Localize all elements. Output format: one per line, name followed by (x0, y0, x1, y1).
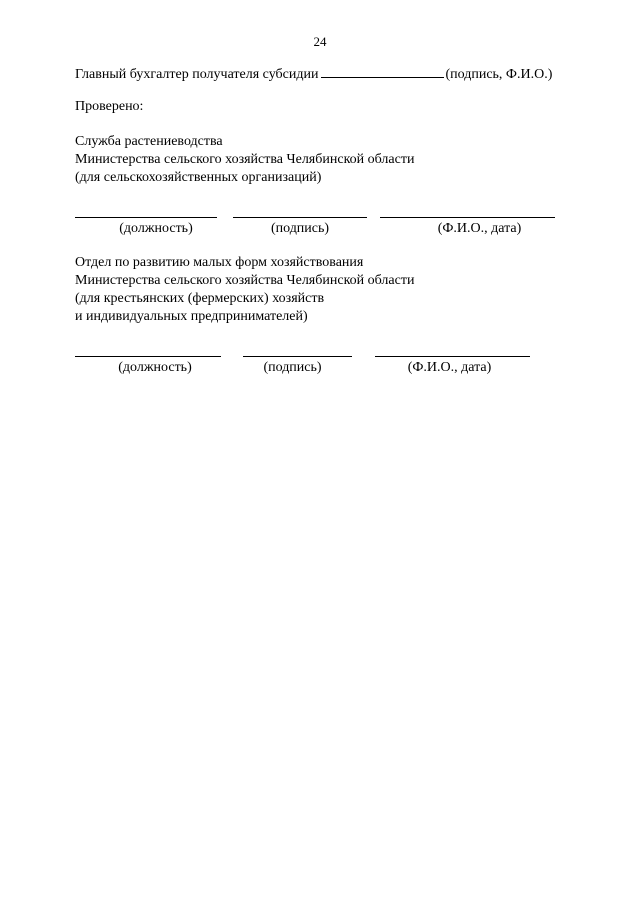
small-farms-line-1: Отдел по развитию малых форм хозяйствования (75, 255, 364, 270)
accountant-signature-hint: (подпись, Ф.И.О.) (445, 67, 553, 82)
farms-position-caption: (должность) (118, 360, 192, 375)
crop-service-line-1: Служба растениеводства (75, 134, 223, 149)
accountant-signature-line (75, 64, 552, 83)
crop-position-caption: (должность) (119, 221, 193, 236)
small-farms-line-2: Министерства сельского хозяйства Челябинской области (75, 273, 415, 288)
crop-signature-rule (233, 217, 367, 218)
accountant-label: Главный бухгалтер получателя субсидии (75, 67, 319, 82)
crop-name-date-caption: (Ф.И.О., дата) (437, 221, 522, 236)
small-farms-line-4: и индивидуальных предпринимателей) (75, 309, 308, 324)
crop-position-rule (75, 217, 217, 218)
page-number: 24 (313, 34, 327, 49)
crop-service-line-2: Министерства сельского хозяйства Челябинской области (75, 152, 415, 167)
farms-name-date-rule (375, 356, 530, 357)
farms-signature-rule (243, 356, 352, 357)
crop-signature-caption: (подпись) (270, 221, 330, 236)
farms-position-rule (75, 356, 221, 357)
small-farms-line-3: (для крестьянских (фермерских) хозяйств (75, 291, 325, 306)
farms-signature-caption: (подпись) (263, 360, 322, 375)
checked-label: Проверено: (75, 99, 144, 114)
crop-service-line-3: (для сельскохозяйственных организаций) (75, 170, 322, 185)
farms-name-date-caption: (Ф.И.О., дата) (407, 360, 492, 375)
accountant-signature-blank (321, 64, 444, 78)
crop-name-date-rule (380, 217, 555, 218)
